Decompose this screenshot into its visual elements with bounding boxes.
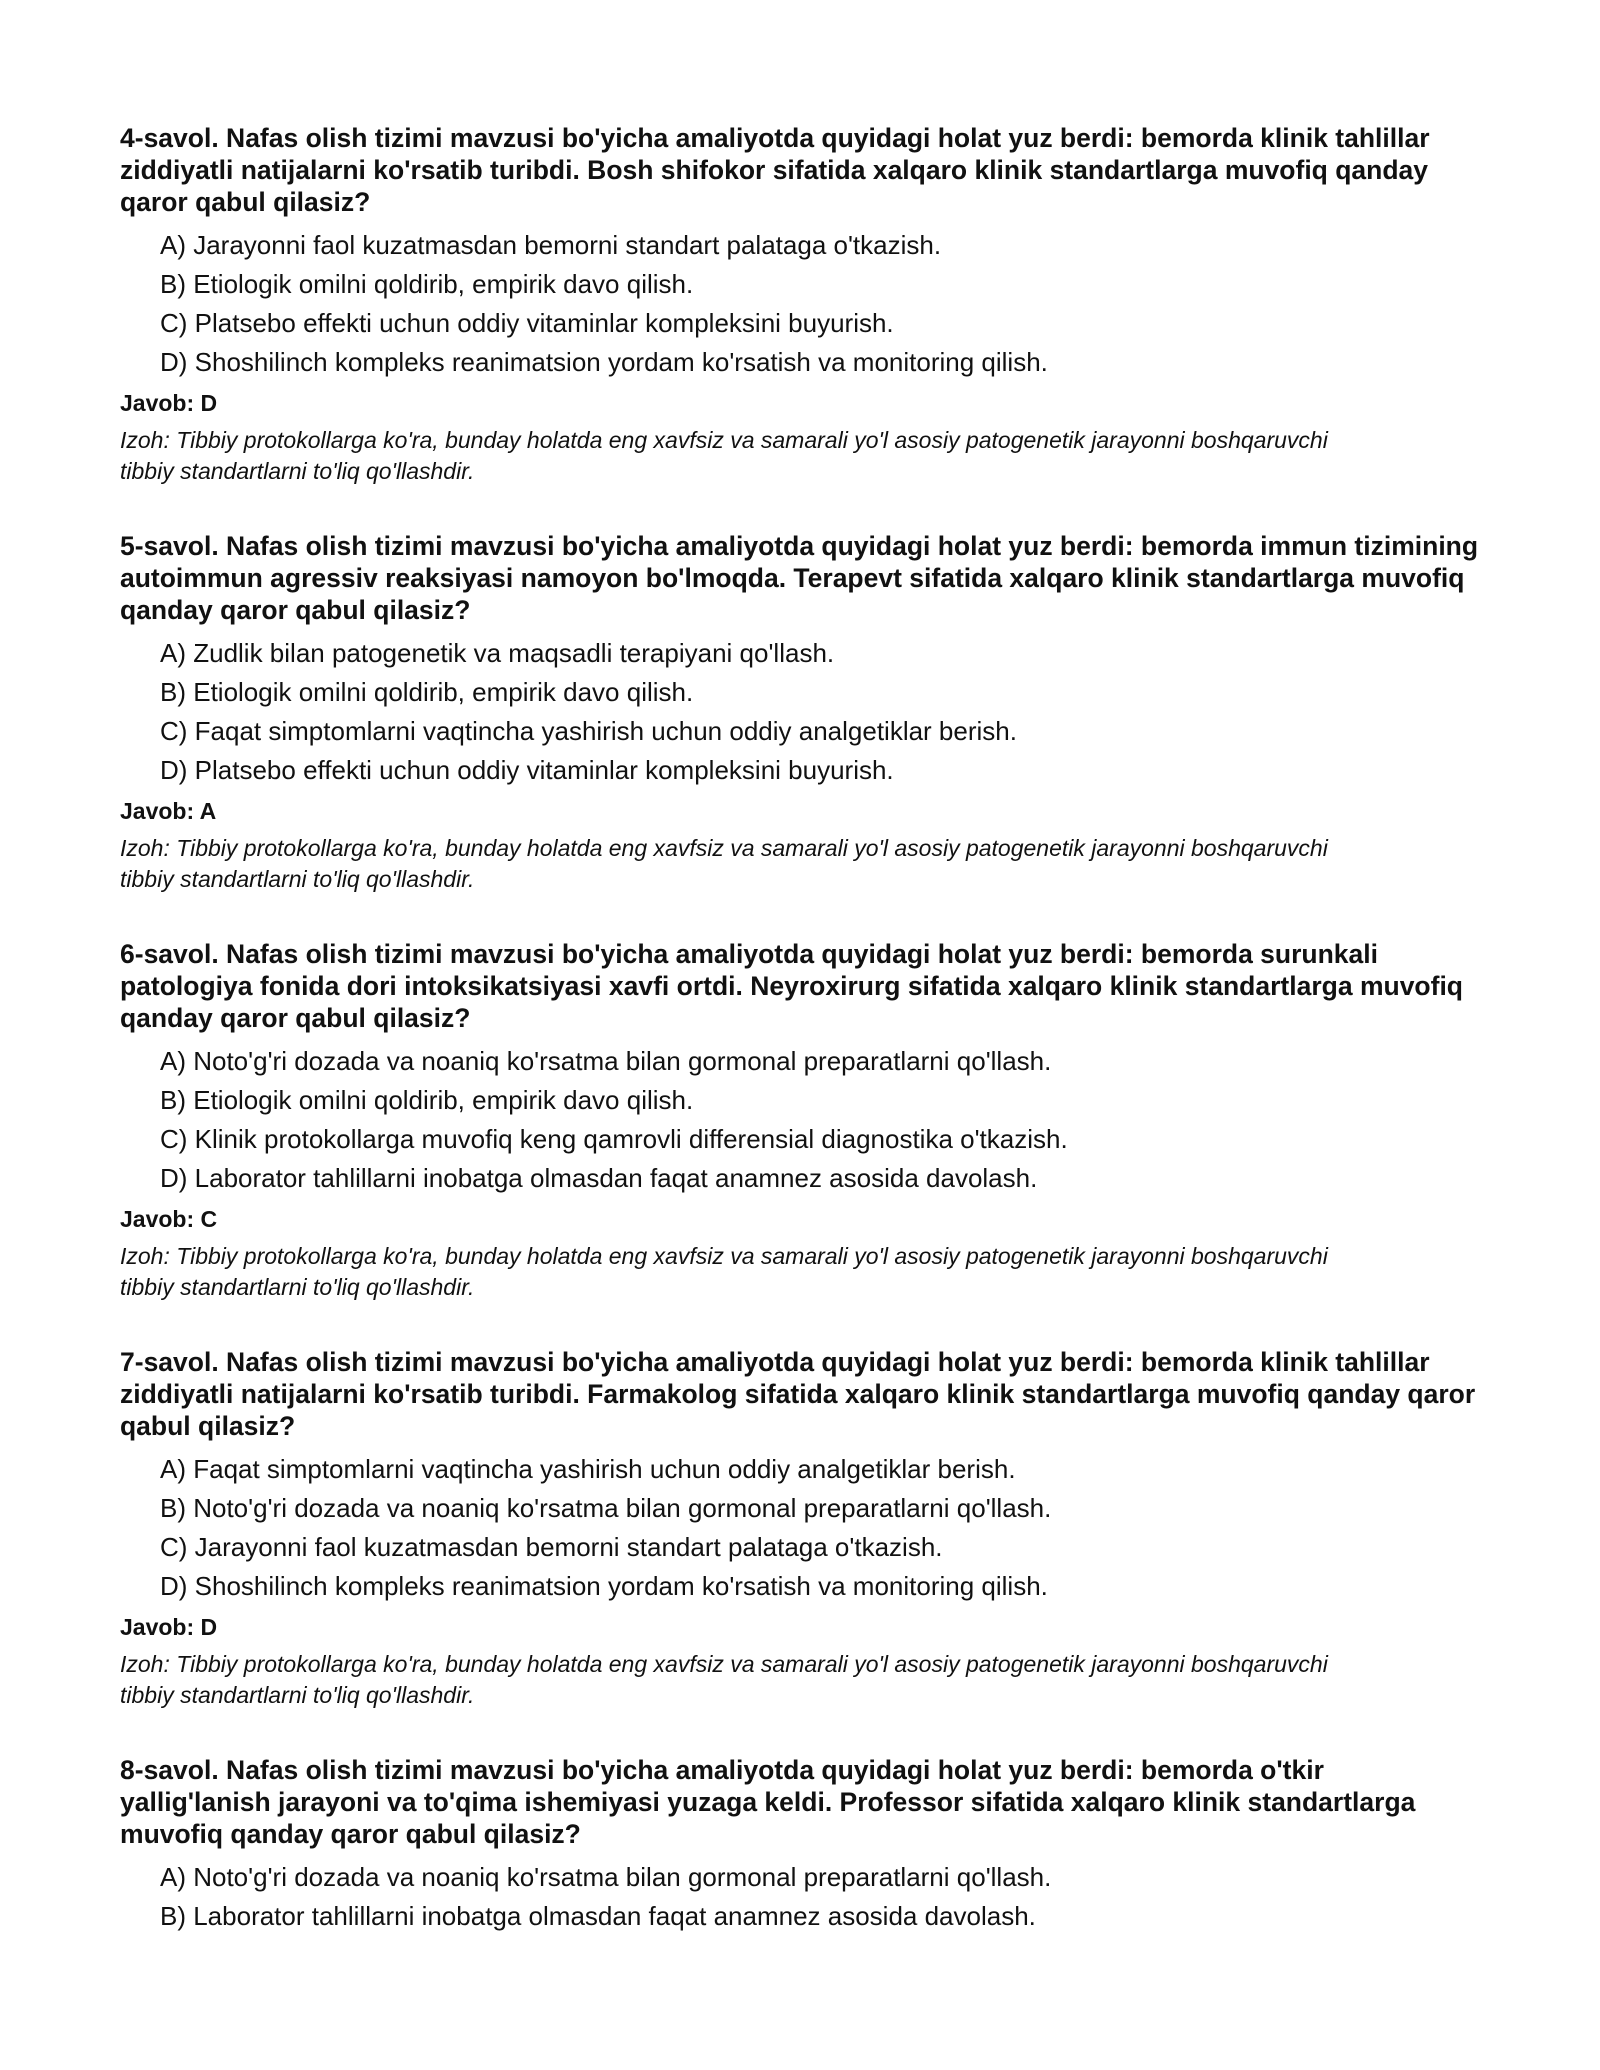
- question-block: [120, 530, 1480, 895]
- explanation-note: Izoh: Tibbiy protokollarga ko'ra, bunday holatda eng xavfsiz va samarali yo'l asosiy patogenetik jarayonni boshqaruvchi tibbiy standartlarni to'liq qo'llashdir.: [120, 427, 1328, 484]
- question-title: 5-savol. Nafas olish tizimi mavzusi bo'yicha amaliyotda quyidagi holat yuz berdi: bemorda immun tizimining autoimmun agressiv reaksiyasi namoyon bo'lmoqda. Terapevt sifatida xalqaro klinik standartlarga muvofiq qanday qaror qabul qilasiz?: [120, 531, 1479, 625]
- option-c: C) Platsebo effekti uchun oddiy vitaminlar kompleksini buyurish.: [160, 308, 894, 338]
- answer-line: Javob: D: [120, 1614, 218, 1640]
- answer-line: Javob: A: [120, 798, 217, 824]
- option-c: C) Jarayonni faol kuzatmasdan bemorni standart palataga o'tkazish.: [160, 1532, 943, 1562]
- question-block: [120, 1346, 1480, 1711]
- question-title: 8-savol. Nafas olish tizimi mavzusi bo'yicha amaliyotda quyidagi holat yuz berdi: bemorda o'tkir yallig'lanish jarayoni va to'qima ishemiyasi yuzaga keldi. Professor sifatida xalqaro klinik standartlarga muvofiq qanday qaror qabul qilasiz?: [120, 1755, 1416, 1849]
- options-list: [120, 226, 1480, 382]
- options-list: [120, 1858, 1480, 1936]
- option-c: C) Klinik protokollarga muvofiq keng qamrovli differensial diagnostika o'tkazish.: [160, 1124, 1068, 1154]
- option-a: A) Jarayonni faol kuzatmasdan bemorni standart palataga o'tkazish.: [160, 230, 942, 260]
- explanation-note: Izoh: Tibbiy protokollarga ko'ra, bunday holatda eng xavfsiz va samarali yo'l asosiy patogenetik jarayonni boshqaruvchi tibbiy standartlarni to'liq qo'llashdir.: [120, 1243, 1328, 1300]
- explanation-note: Izoh: Tibbiy protokollarga ko'ra, bunday holatda eng xavfsiz va samarali yo'l asosiy patogenetik jarayonni boshqaruvchi tibbiy standartlarni to'liq qo'llashdir.: [120, 1651, 1328, 1708]
- option-a: A) Zudlik bilan patogenetik va maqsadli terapiyani qo'llash.: [160, 638, 835, 668]
- option-a: A) Noto'g'ri dozada va noaniq ko'rsatma bilan gormonal preparatlarni qo'llash.: [160, 1862, 1052, 1892]
- options-list: [120, 1042, 1480, 1198]
- question-title: 7-savol. Nafas olish tizimi mavzusi bo'yicha amaliyotda quyidagi holat yuz berdi: bemorda klinik tahlillar ziddiyatli natijalarni ko'rsatib turibdi. Farmakolog sifatida xalqaro klinik standartlarga muvofiq qanday qaror qabul qilasiz?: [120, 1347, 1476, 1441]
- options-list: [120, 1450, 1480, 1606]
- option-b: B) Etiologik omilni qoldirib, empirik davo qilish.: [160, 677, 694, 707]
- option-c: C) Faqat simptomlarni vaqtincha yashirish uchun oddiy analgetiklar berish.: [160, 716, 1017, 746]
- option-d: D) Laborator tahlillarni inobatga olmasdan faqat anamnez asosida davolash.: [160, 1163, 1038, 1193]
- option-b: B) Etiologik omilni qoldirib, empirik davo qilish.: [160, 269, 694, 299]
- answer-line: Javob: D: [120, 390, 218, 416]
- option-a: A) Noto'g'ri dozada va noaniq ko'rsatma bilan gormonal preparatlarni qo'llash.: [160, 1046, 1052, 1076]
- option-d: D) Shoshilinch kompleks reanimatsion yordam ko'rsatish va monitoring qilish.: [160, 1571, 1048, 1601]
- options-list: [120, 634, 1480, 790]
- question-title: 4-savol. Nafas olish tizimi mavzusi bo'yicha amaliyotda quyidagi holat yuz berdi: bemorda klinik tahlillar ziddiyatli natijalarni ko'rsatib turibdi. Bosh shifokor sifatida xalqaro klinik standartlarga muvofiq qanday qaror qabul qilasiz?: [120, 123, 1430, 217]
- option-b: B) Noto'g'ri dozada va noaniq ko'rsatma bilan gormonal preparatlarni qo'llash.: [160, 1493, 1052, 1523]
- question-block: [120, 938, 1480, 1303]
- question-block: [120, 122, 1480, 487]
- option-b: B) Laborator tahlillarni inobatga olmasdan faqat anamnez asosida davolash.: [160, 1901, 1036, 1931]
- option-a: A) Faqat simptomlarni vaqtincha yashirish uchun oddiy analgetiklar berish.: [160, 1454, 1016, 1484]
- question-title: 6-savol. Nafas olish tizimi mavzusi bo'yicha amaliyotda quyidagi holat yuz berdi: bemorda surunkali patologiya fonida dori intoksikatsiyasi xavfi ortdi. Neyroxirurg sifatida xalqaro klinik standartlarga muvofiq qanday qaror qabul qilasiz?: [120, 939, 1463, 1033]
- option-d: D) Platsebo effekti uchun oddiy vitaminlar kompleksini buyurish.: [160, 755, 894, 785]
- answer-line: Javob: C: [120, 1206, 218, 1232]
- explanation-note: Izoh: Tibbiy protokollarga ko'ra, bunday holatda eng xavfsiz va samarali yo'l asosiy patogenetik jarayonni boshqaruvchi tibbiy standartlarni to'liq qo'llashdir.: [120, 835, 1328, 892]
- option-d: D) Shoshilinch kompleks reanimatsion yordam ko'rsatish va monitoring qilish.: [160, 347, 1048, 377]
- question-block: [120, 1754, 1480, 1936]
- option-b: B) Etiologik omilni qoldirib, empirik davo qilish.: [160, 1085, 694, 1115]
